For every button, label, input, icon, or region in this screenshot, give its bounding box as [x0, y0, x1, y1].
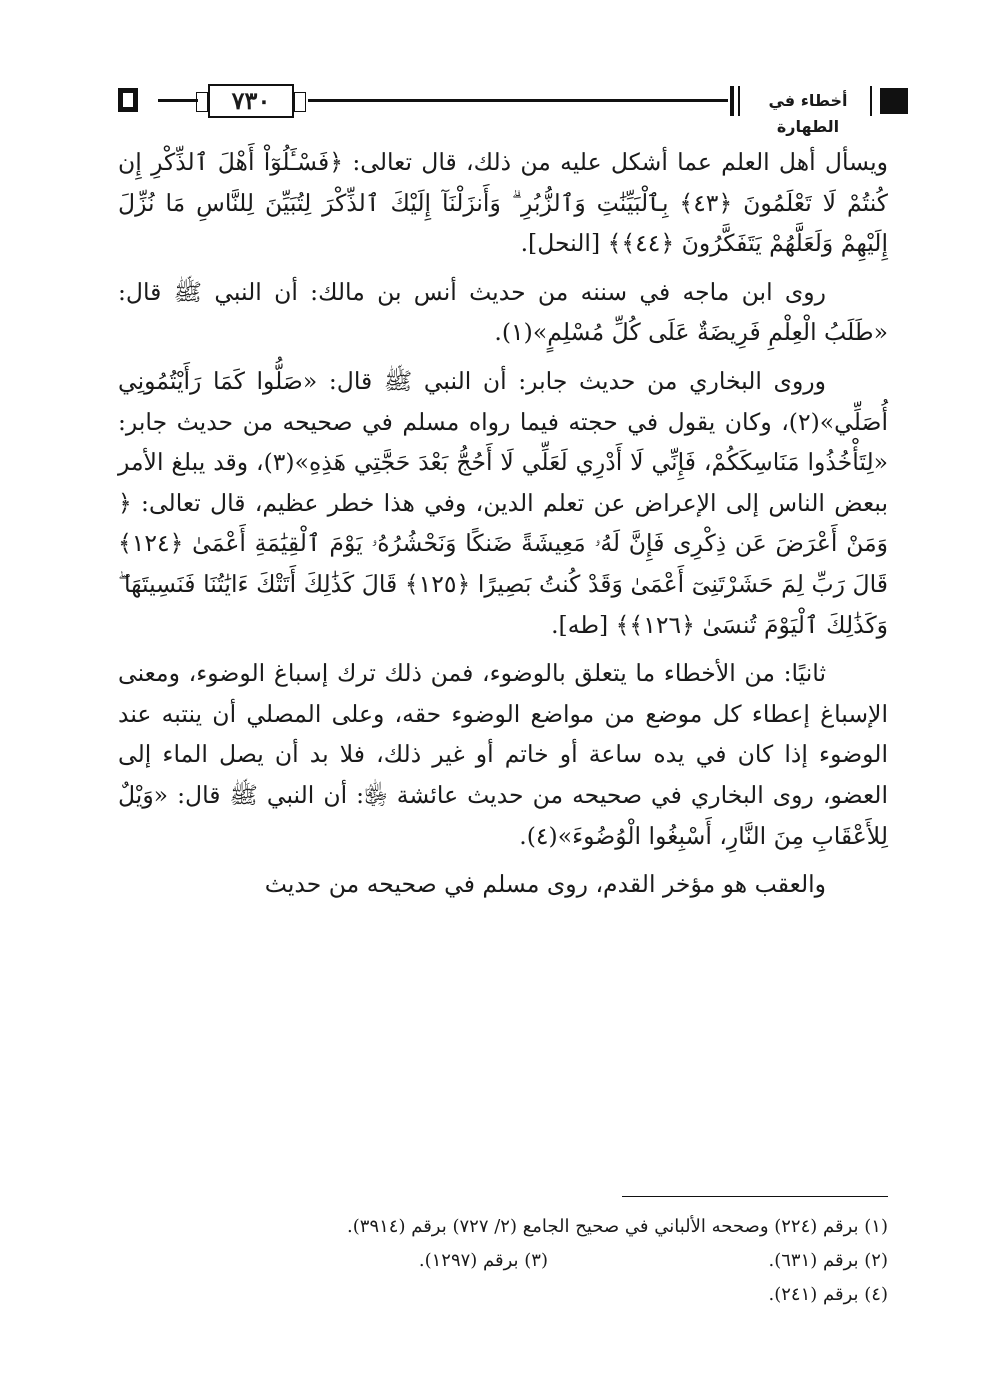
header-divider — [738, 86, 740, 116]
header-divider — [730, 86, 734, 116]
paragraph-4: ثانيًا: من الأخطاء ما يتعلق بالوضوء، فمن ذلك ترك إسباغ الوضوء، ومعنى الإسباغ إعطاء كل موضع من مواضع الوضوء حقه، وعلى المصلي أن ينتبه عند الوضوء إذا كان في يده ساعة أو خاتم أو غير ذلك، فلا بد أن يصل الماء إلى العضو، روى البخاري في صحيحه من حديث عائشة ﵂: أن النبي ﷺ قال: «وَيْلٌ لِلأَعْقَابِ مِنَ النَّارِ، أَسْبِغُوا الْوُضُوءَ»(٤). — [118, 659, 888, 850]
page-header — [118, 84, 888, 136]
footnotes — [118, 1210, 888, 1312]
paragraph-1: ويسأل أهل العلم عما أشكل عليه من ذلك، قال تعالى: ﴿فَسْـَٔلُوٓاْ أَهْلَ ٱلذِّكْرِ إِن كُنتُمْ لَا تَعْلَمُونَ ﴿٤٣﴾ بِٱلْبَيِّنَٰتِ وَٱلزُّبُرِ ۗ وَأَنزَلْنَآ إِلَيْكَ ٱلذِّكْرَ لِتُبَيِّنَ لِلنَّاسِ مَا نُزِّلَ إِلَيْهِمْ وَلَعَلَّهُمْ يَتَفَكَّرُونَ ﴿٤٤﴾﴾ [النحل]. — [118, 148, 888, 258]
header-divider — [870, 86, 872, 116]
main-text — [118, 142, 888, 905]
header-ornament-right — [880, 88, 908, 114]
footnote-separator — [622, 1196, 888, 1197]
header-rule-left — [158, 99, 198, 102]
running-title: أخطاء في الطهارة — [768, 91, 848, 136]
footnote-1: (١) برقم (٢٢٤) وصححه الألباني في صحيح الجامع (٢/ ٧٢٧) برقم (٣٩١٤). — [347, 1216, 888, 1237]
paragraph-5: والعقب هو مؤخر القدم، روى مسلم في صحيحه من حديث — [264, 870, 826, 899]
footnote-2: (٢) برقم (٦٣١). — [768, 1250, 888, 1271]
footnote-3: (٣) برقم (١٢٩٧). — [418, 1250, 548, 1271]
page-number: ٧٣٠ — [208, 84, 294, 118]
header-rule-middle — [308, 99, 728, 102]
footnote-row — [118, 1244, 888, 1278]
paragraph-2: روى ابن ماجه في سننه من حديث أنس بن مالك: أن النبي ﷺ قال: «طَلَبُ الْعِلْمِ فَرِيضَةٌ عَلَى كُلِّ مُسْلِمٍ»(١). — [118, 277, 888, 347]
header-ornament-left — [118, 88, 138, 112]
paragraph-3: وروى البخاري من حديث جابر: أن النبي ﷺ قال: «صَلُّوا كَمَا رَأَيْتُمُونِي أُصَلِّي»(٢)، وكان يقول في حجته فيما رواه مسلم في صحيحه من حديث جابر: «لِتَأْخُذُوا مَنَاسِكَكُمْ، فَإِنِّي لَا أَدْرِي لَعَلِّي لَا أَحُجُّ بَعْدَ حَجَّتِي هَذِهِ»(٣)، وقد يبلغ الأمر ببعض الناس إلى الإعراض عن تعلم الدين، وفي هذا خطر عظيم، قال تعالى: ﴿ وَمَنْ أَعْرَضَ عَن ذِكْرِى فَإِنَّ لَهُۥ مَعِيشَةً ضَنكًا وَنَحْشُرُهُۥ يَوْمَ ٱلْقِيَٰمَةِ أَعْمَىٰ ﴿١٢٤﴾ قَالَ رَبِّ لِمَ حَشَرْتَنِىٓ أَعْمَىٰ وَقَدْ كُنتُ بَصِيرًا ﴿١٢٥﴾ قَالَ كَذَٰلِكَ أَتَتْكَ ءَايَٰتُنَا فَنَسِيتَهَا ۖ وَكَذَٰلِكَ ٱلْيَوْمَ تُنسَىٰ ﴿١٢٦﴾﴾ [طه]. — [118, 366, 889, 639]
footnote-4: (٤) برقم (٢٤١). — [768, 1284, 888, 1305]
